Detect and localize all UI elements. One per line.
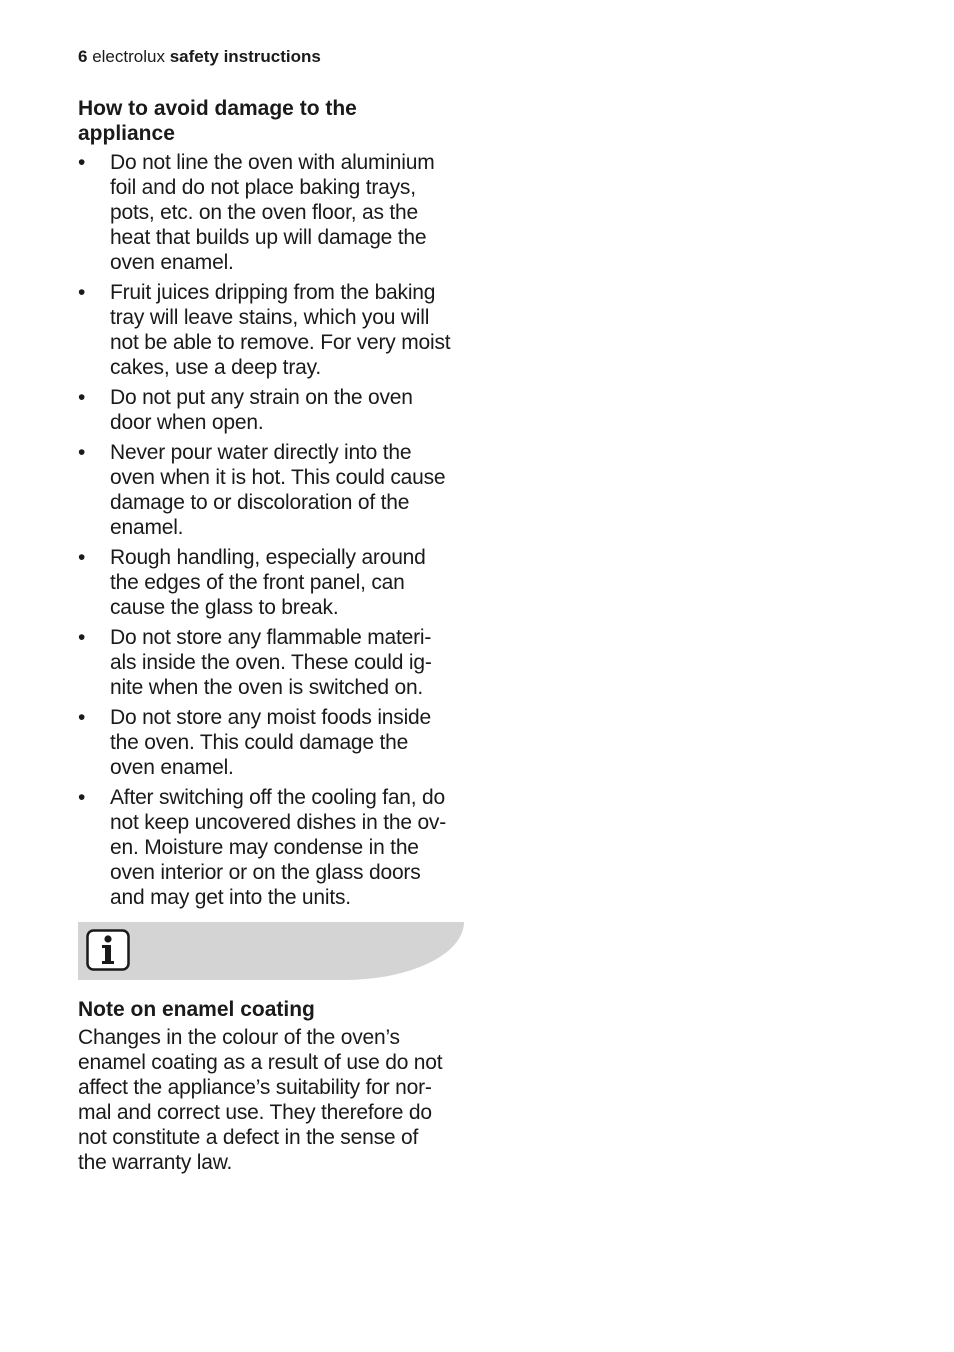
list-item-line: Do not store any moist foods inside (110, 706, 432, 729)
note-line: Changes in the colour of the oven’s (78, 1026, 400, 1049)
list-item-line: Do not store any flammable materi- (110, 626, 432, 649)
list-item-line: the oven. This could damage the (110, 731, 409, 754)
list-item (78, 385, 470, 435)
bullet-icon: • (78, 441, 86, 464)
damage-heading-line: How to avoid damage to the (78, 97, 357, 120)
bullet-icon: • (78, 626, 86, 649)
list-item-line: not keep uncovered dishes in the ov- (110, 811, 447, 834)
bullet-icon: • (78, 281, 86, 304)
list-item-line: en. Moisture may condense in the (110, 836, 419, 859)
list-item (78, 440, 470, 540)
list-item-line: oven interior or on the glass doors (110, 861, 421, 884)
list-item-line: cause the glass to break. (110, 596, 339, 619)
note-heading: Note on enamel coating (78, 998, 315, 1021)
note-body (78, 1025, 464, 1175)
bullet-icon: • (78, 786, 86, 809)
list-item (78, 280, 470, 380)
note-line: mal and correct use. They therefore do (78, 1101, 432, 1124)
note-line: the warranty law. (78, 1151, 233, 1174)
list-item-line: oven enamel. (110, 756, 234, 779)
list-item-line: and may get into the units. (110, 886, 351, 909)
bullet-icon: • (78, 706, 86, 729)
list-item-line: Do not line the oven with aluminium (110, 151, 435, 174)
list-item-line: Never pour water directly into the (110, 441, 412, 464)
list-item-line: cakes, use a deep tray. (110, 356, 321, 379)
page-header (78, 46, 321, 68)
list-item-line: pots, etc. on the oven floor, as the (110, 201, 419, 224)
list-item-line: nite when the oven is switched on. (110, 676, 424, 699)
content-column (78, 96, 470, 1175)
damage-heading-line: appliance (78, 122, 175, 145)
list-item-line: the edges of the front panel, can (110, 571, 405, 594)
list-item-line: als inside the oven. These could ig- (110, 651, 432, 674)
info-box (78, 922, 464, 980)
note-line: affect the appliance’s suitability for nor- (78, 1076, 432, 1099)
list-item-line: oven enamel. (110, 251, 234, 274)
list-item-line: After switching off the cooling fan, do (110, 786, 446, 809)
section-title: safety instructions (169, 47, 321, 66)
damage-bullet-list (78, 150, 470, 910)
info-icon (86, 929, 130, 971)
list-item-line: enamel. (110, 516, 184, 539)
bullet-icon: • (78, 386, 86, 409)
bullet-icon: • (78, 546, 86, 569)
damage-heading (78, 96, 470, 146)
list-item-line: not be able to remove. For very moist (110, 331, 451, 354)
list-item-line: tray will leave stains, which you will (110, 306, 430, 329)
list-item-line: Fruit juices dripping from the baking (110, 281, 436, 304)
list-item-line: Do not put any strain on the oven (110, 386, 413, 409)
list-item (78, 545, 470, 620)
list-item-line: heat that builds up will damage the (110, 226, 427, 249)
note-line: not constitute a defect in the sense of (78, 1126, 419, 1149)
list-item-line: oven when it is hot. This could cause (110, 466, 446, 489)
bullet-icon: • (78, 151, 86, 174)
list-item (78, 625, 470, 700)
list-item-line: door when open. (110, 411, 264, 434)
note-line: enamel coating as a result of use do not (78, 1051, 443, 1074)
brand-name: electrolux (92, 47, 165, 66)
page-number: 6 (78, 47, 88, 66)
list-item-line: damage to or discoloration of the (110, 491, 410, 514)
list-item (78, 785, 470, 910)
list-item (78, 705, 470, 780)
list-item-line: foil and do not place baking trays, (110, 176, 416, 199)
list-item (78, 150, 470, 275)
list-item-line: Rough handling, especially around (110, 546, 426, 569)
